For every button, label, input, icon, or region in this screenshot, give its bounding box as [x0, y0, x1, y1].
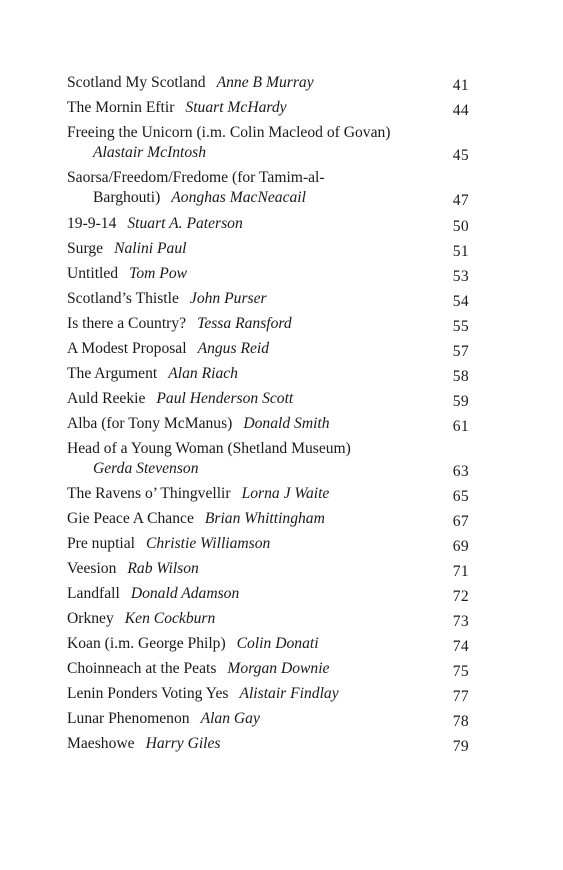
toc-entry-title: Scotland My Scotland: [67, 74, 206, 91]
toc-entry-page-number: 41: [452, 77, 469, 94]
toc-entry-author: Christie Williamson: [146, 534, 271, 552]
toc-entry-author: Brian Whittingham: [204, 509, 325, 527]
toc-entry-author: Paul Henderson Scott: [156, 389, 294, 407]
toc-entry-author: Alastair McIntosh: [93, 144, 207, 161]
toc-entry-author: Aonghas MacNeacail: [171, 189, 306, 207]
toc-entry-title: 19-9-14: [67, 214, 117, 232]
toc-entry-author: Alan Riach: [168, 364, 238, 382]
toc-entry-title: Head of a Young Woman (Shetland Museum): [67, 439, 351, 457]
toc-entry-author: Anne B Murray: [216, 74, 314, 91]
toc-entry-page-number: 45: [452, 147, 469, 164]
toc-entry-title: Choinneach at the Peats: [67, 659, 217, 677]
toc-entry-title: Surge: [67, 239, 104, 257]
toc-entry-title: Alba (for Tony McManus): [67, 414, 233, 432]
toc-entry-page-number: 74: [452, 637, 469, 655]
toc-entry: [67, 389, 469, 414]
toc-entry: [67, 98, 469, 123]
toc-entry-author: Stuart A. Paterson: [127, 214, 243, 232]
toc-entry-author: Gerda Stevenson: [93, 459, 199, 477]
toc-entry: [67, 314, 469, 339]
toc-entry: [67, 264, 469, 289]
toc-entry-page-number: 73: [452, 612, 469, 630]
toc-entry-title: A Modest Proposal: [67, 339, 187, 357]
toc-entry: [67, 339, 469, 364]
toc-entry-page-number: 54: [452, 292, 469, 310]
toc-entry-title: Lenin Ponders Voting Yes: [67, 684, 229, 702]
toc-entry-page-number: 75: [452, 662, 469, 680]
toc-entry-title: Maeshowe: [67, 734, 135, 752]
toc-entry-title: Pre nuptial: [67, 534, 135, 552]
toc-entry-page-number: 78: [452, 712, 469, 730]
toc-entry: [67, 634, 469, 659]
toc-entry-page-number: 55: [452, 317, 469, 335]
toc-entry: [67, 584, 469, 609]
toc-entry-author: John Purser: [189, 289, 267, 307]
toc-entry-author: Nalini Paul: [114, 239, 187, 257]
toc-entry: [67, 289, 469, 314]
toc-entry-author: Tom Pow: [129, 264, 188, 282]
toc-entry: [67, 684, 469, 709]
toc-entry-title: The Mornin Eftir: [67, 99, 175, 116]
toc-entry-page-number: 63: [452, 462, 469, 480]
toc-entry-page-number: 44: [452, 102, 469, 119]
toc-entry-page-number: 57: [452, 342, 469, 360]
toc-entry-author: Harry Giles: [145, 734, 221, 752]
toc-entry-title: Landfall: [67, 584, 120, 602]
toc-entry: [67, 73, 469, 98]
toc-entry: [67, 709, 469, 734]
toc-entry-author: Lorna J Waite: [241, 484, 330, 502]
toc-entry: [67, 439, 469, 484]
table-of-contents: [67, 73, 469, 759]
toc-entry: [67, 214, 469, 239]
toc-entry-page-number: 47: [452, 192, 469, 210]
toc-entry-page-number: 72: [452, 587, 469, 605]
toc-entry-author: Alan Gay: [200, 709, 260, 727]
toc-entry-title-continued: Barghouti): [93, 189, 161, 207]
toc-entry-page-number: 77: [452, 687, 469, 705]
toc-entry: [67, 609, 469, 634]
toc-entry: [67, 534, 469, 559]
toc-entry-title: Orkney: [67, 609, 114, 627]
toc-entry-page-number: 59: [452, 392, 469, 410]
toc-entry: [67, 659, 469, 684]
toc-entry: [67, 123, 469, 168]
toc-entry: [67, 509, 469, 534]
toc-entry-page-number: 79: [452, 737, 469, 755]
toc-entry-author: Rab Wilson: [127, 559, 199, 577]
toc-entry-page-number: 61: [452, 417, 469, 435]
toc-entry-author: Donald Adamson: [130, 584, 240, 602]
toc-entry-title: The Argument: [67, 364, 158, 382]
toc-entry-title: Is there a Country?: [67, 314, 187, 332]
toc-entry-author: Colin Donati: [236, 634, 319, 652]
toc-entry-title: Lunar Phenomenon: [67, 709, 190, 727]
toc-entry-page-number: 50: [452, 217, 469, 235]
toc-entry-page-number: 71: [452, 562, 469, 580]
toc-entry-title: Auld Reekie: [67, 389, 146, 407]
toc-entry-page-number: 65: [452, 487, 469, 505]
toc-entry-title: Gie Peace A Chance: [67, 509, 194, 527]
toc-entry-author: Stuart McHardy: [185, 99, 287, 116]
toc-entry-title: Freeing the Unicorn (i.m. Colin Macleod of Govan): [67, 124, 391, 141]
toc-entry-author: Angus Reid: [197, 339, 270, 357]
toc-entry-title: Veesion: [67, 559, 117, 577]
toc-entry-author: Ken Cockburn: [124, 609, 216, 627]
toc-entry-page-number: 58: [452, 367, 469, 385]
toc-entry-page-number: 67: [452, 512, 469, 530]
toc-entry: [67, 364, 469, 389]
toc-entry: [67, 734, 469, 759]
toc-entry-author: Tessa Ransford: [197, 314, 292, 332]
toc-entry: [67, 239, 469, 264]
toc-entry-title: The Ravens o’ Thingvellir: [67, 484, 231, 502]
toc-entry-title: Scotland’s Thistle: [67, 289, 179, 307]
toc-entry-page-number: 53: [452, 267, 469, 285]
toc-entry-author: Donald Smith: [243, 414, 330, 432]
toc-entry-author: Alistair Findlay: [239, 684, 339, 702]
toc-entry-title: Untitled: [67, 264, 119, 282]
toc-entry-author: Morgan Downie: [227, 659, 330, 677]
toc-entry-page-number: 69: [452, 537, 469, 555]
toc-entry: [67, 559, 469, 584]
toc-entry: [67, 484, 469, 509]
toc-entry: [67, 168, 469, 213]
toc-entry-page-number: 51: [452, 242, 469, 260]
toc-entry-title: Saorsa/Freedom/Fredome (for Tamim-al-: [67, 169, 325, 187]
toc-entry-title: Koan (i.m. George Philp): [67, 634, 226, 652]
toc-entry: [67, 414, 469, 439]
